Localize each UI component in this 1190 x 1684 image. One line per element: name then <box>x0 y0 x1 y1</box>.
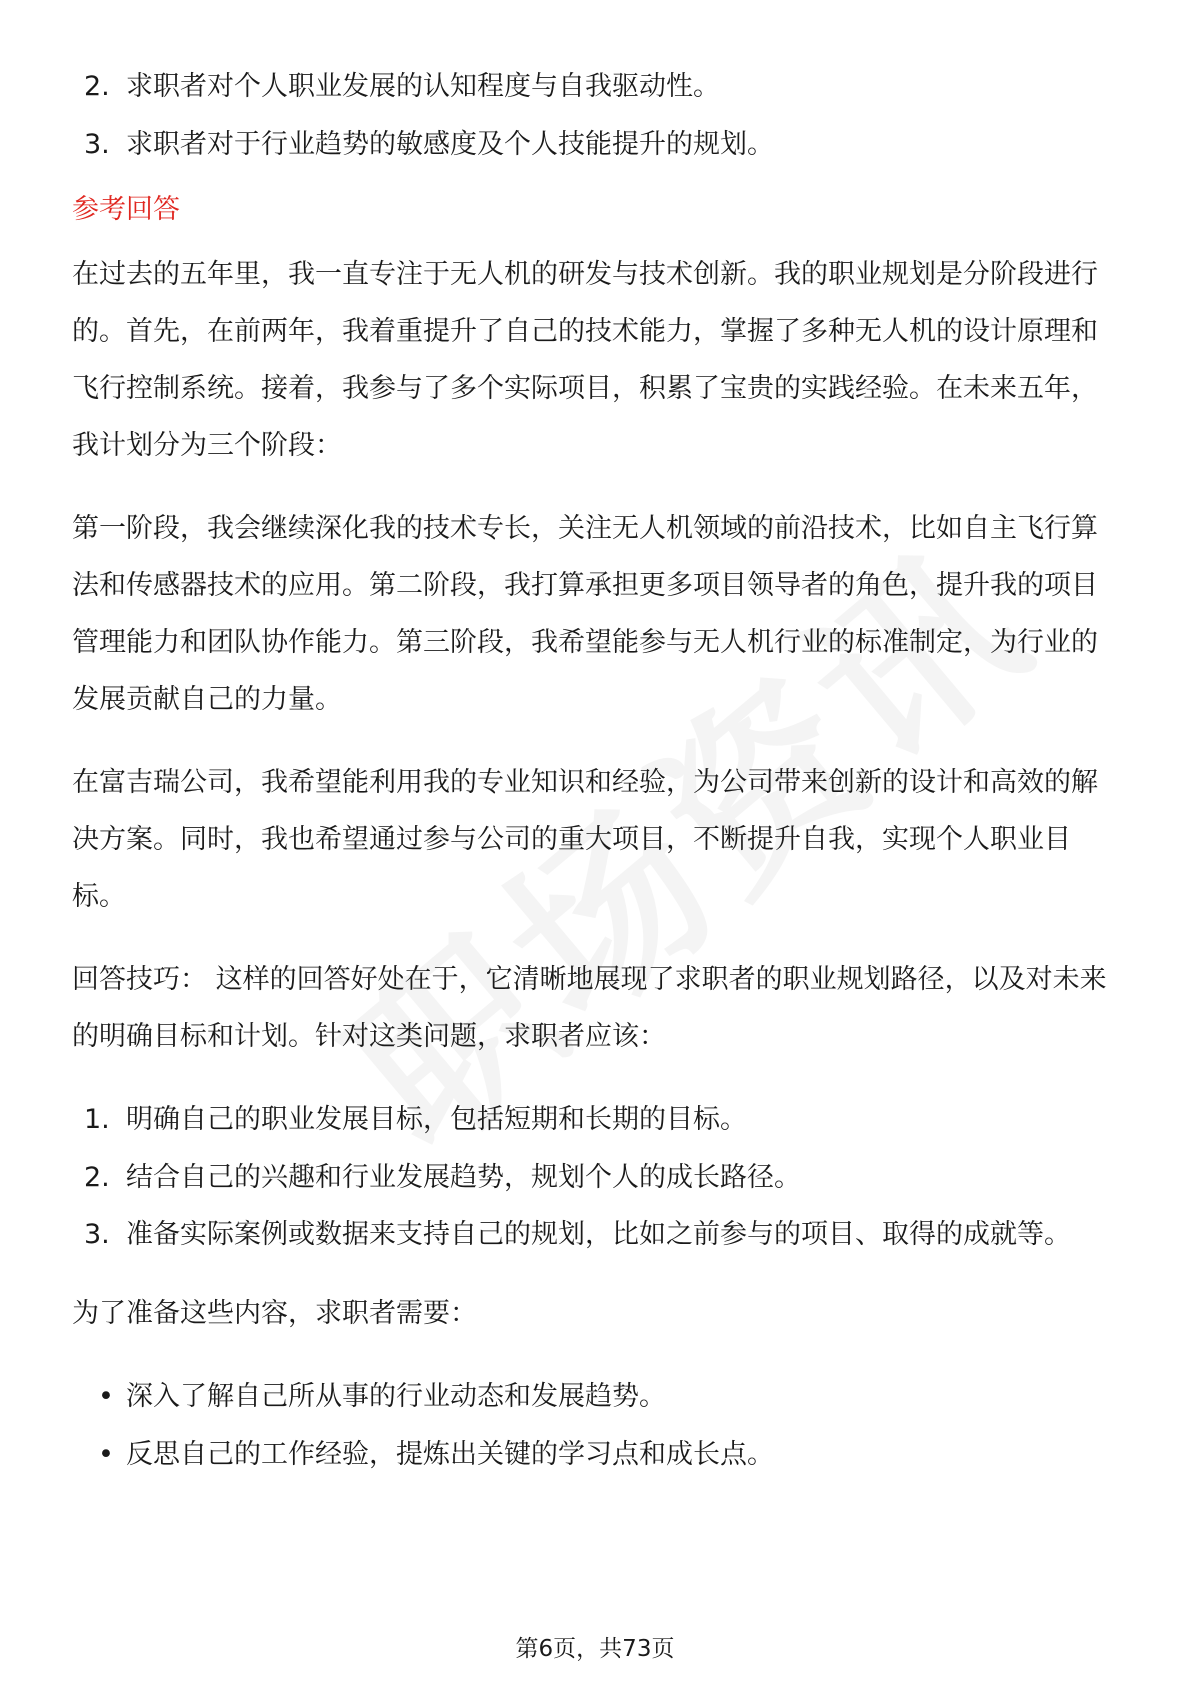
prep-paragraph: 为了准备这些内容，求职者需要： <box>72 1298 477 1329</box>
list-item <box>72 1368 1122 1426</box>
list-item <box>72 1091 1122 1149</box>
answer-paragraph-1: 在过去的五年里，我一直专注于无人机的研发与技术创新。我的职业规划是分阶段进行的。首先，在前两年，我着重提升了自己的技术能力，掌握了多种无人机的设计原理和飞行控制系统。接着，我参与了多个实际项目，积累了宝贵的实践经验。在未来五年，我计划分为三个阶段： <box>72 259 1098 461</box>
list-item-text: 求职者对个人职业发展的认知程度与自我驱动性。 <box>126 71 720 102</box>
list-item-text: 准备实际案例或数据来支持自己的规划，比如之前参与的项目、取得的成就等。 <box>126 1219 1071 1250</box>
tips-list <box>72 1091 1122 1263</box>
list-item <box>72 1207 1122 1263</box>
section-heading: 参考回答 <box>72 194 180 225</box>
list-item <box>72 1149 1122 1207</box>
prep-bullet-list <box>72 1368 1122 1484</box>
list-item-text: 明确自己的职业发展目标，包括短期和长期的目标。 <box>126 1104 747 1135</box>
list-item <box>72 1426 1122 1484</box>
page-content <box>72 58 1122 1484</box>
bullet-icon: • <box>98 1439 114 1470</box>
bullet-icon: • <box>98 1381 114 1412</box>
list-item-text: 深入了解自己所从事的行业动态和发展趋势。 <box>126 1381 666 1412</box>
list-item <box>72 58 1122 116</box>
list-item-text: 反思自己的工作经验，提炼出关键的学习点和成长点。 <box>126 1439 774 1470</box>
list-number: 3. <box>84 1219 110 1250</box>
list-number: 2. <box>84 1162 110 1193</box>
list-item <box>72 116 1122 174</box>
list-number: 2. <box>84 71 110 102</box>
answer-paragraph-2: 第一阶段，我会继续深化我的技术专长，关注无人机领域的前沿技术，比如自主飞行算法和传感器技术的应用。第二阶段，我打算承担更多项目领导者的角色，提升我的项目管理能力和团队协作能力。第三阶段，我希望能参与无人机行业的标准制定，为行业的发展贡献自己的力量。 <box>72 513 1098 715</box>
page-number: 第6页，共73页 <box>515 1636 675 1662</box>
answer-paragraph-3: 在富吉瑞公司，我希望能利用我的专业知识和经验，为公司带来创新的设计和高效的解决方案。同时，我也希望通过参与公司的重大项目，不断提升自我，实现个人职业目标。 <box>72 767 1098 912</box>
list-item-text: 结合自己的兴趣和行业发展趋势，规划个人的成长路径。 <box>126 1162 801 1193</box>
tips-paragraph: 回答技巧： 这样的回答好处在于，它清晰地展现了求职者的职业规划路径，以及对未来的明确目标和计划。针对这类问题，求职者应该： <box>72 964 1107 1052</box>
list-number: 1. <box>84 1104 110 1135</box>
criteria-list <box>72 58 1122 174</box>
list-number: 3. <box>84 129 110 160</box>
list-item-text: 求职者对于行业趋势的敏感度及个人技能提升的规划。 <box>126 129 774 160</box>
